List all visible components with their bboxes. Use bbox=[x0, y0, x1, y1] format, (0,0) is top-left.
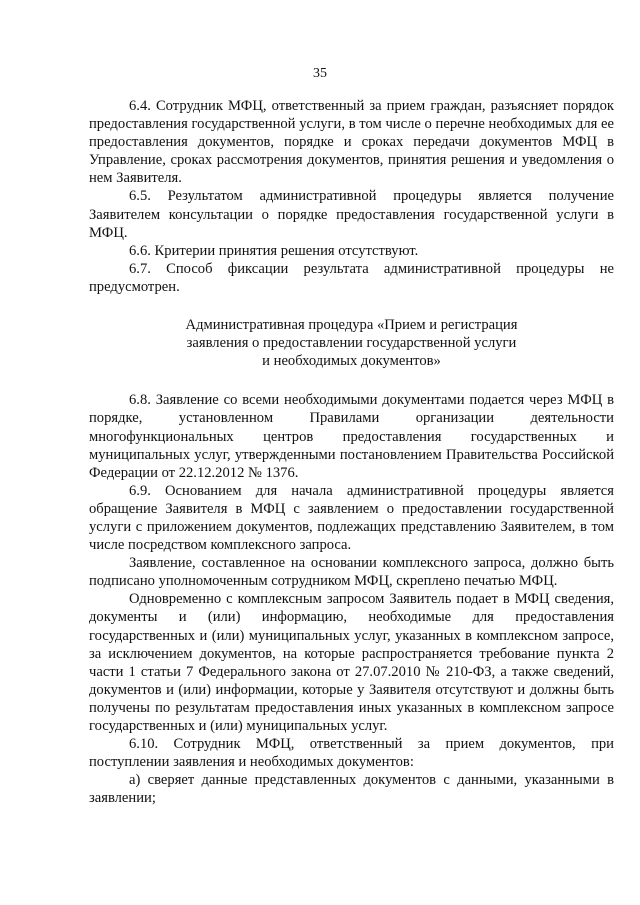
paragraph-6-4: 6.4. Сотрудник МФЦ, ответственный за прием граждан, разъясняет порядок предоставления государственной услуги, в том числе о перечне необходимых для ее предоставления документов, порядке и сроках передачи документов МФЦ в Управление, сроках рассмотрения документов, принятия решения и уведомления о нем Заявителя. bbox=[89, 98, 614, 187]
section-heading bbox=[89, 316, 614, 370]
paragraph-complex-request-signature: Заявление, составленное на основании комплексного запроса, должно быть подписано уполномоченным сотрудником МФЦ, скреплено печатью МФЦ. bbox=[89, 555, 614, 590]
paragraph-6-8: 6.8. Заявление со всеми необходимыми документами подается через МФЦ в порядке, установленном Правилами организации деятельности многофункциональных центров предоставления государственных и муниципальных услуг, утвержденными постановлением Правительства Российской Федерации от 22.12.2012 № 1376. bbox=[89, 392, 614, 481]
heading-line: заявления о предоставлении государственной услуги bbox=[186, 335, 517, 352]
paragraph-6-6: 6.6. Критерии принятия решения отсутствуют. bbox=[129, 242, 419, 259]
heading-line: Административная процедура «Прием и регистрация bbox=[185, 317, 518, 334]
document-body bbox=[89, 97, 614, 807]
page-number: 35 bbox=[313, 66, 327, 81]
paragraph-6-10: 6.10. Сотрудник МФЦ, ответственный за прием документов, при поступлении заявления и необходимых документов: bbox=[89, 736, 614, 771]
paragraph-complex-request-documents: Одновременно с комплексным запросом Заявитель подает в МФЦ сведения, документы и (или) информацию, необходимые для предоставления государственных и (или) муниципальных услуг, указанных в комплексном запросе, за исключением документов, на которые распространяется требование пункта 2 части 1 статьи 7 Федерального закона от 27.07.2010 № 210-ФЗ, а также сведений, документов и (или) информации, которые у Заявителя отсутствуют и должны быть получены по результатам предоставления иных указанных в комплексном запросе государственных и (или) муниципальных услуг. bbox=[89, 591, 614, 734]
paragraph-6-9: 6.9. Основанием для начала административной процедуры является обращение Заявителя в МФЦ с заявлением о предоставлении государственной услуги с приложением документов, подлежащих представлению Заявителем, в том числе посредством комплексного запроса. bbox=[89, 482, 614, 554]
paragraph-6-10-a: а) сверяет данные представленных документов с данными, указанными в заявлении; bbox=[89, 772, 614, 807]
paragraph-6-7: 6.7. Способ фиксации результата административной процедуры не предусмотрен. bbox=[89, 260, 614, 295]
heading-line: и необходимых документов» bbox=[262, 353, 441, 370]
paragraph-6-5: 6.5. Результатом административной процедуры является получение Заявителем консультации о порядке предоставления государственной услуги в МФЦ. bbox=[89, 188, 614, 241]
